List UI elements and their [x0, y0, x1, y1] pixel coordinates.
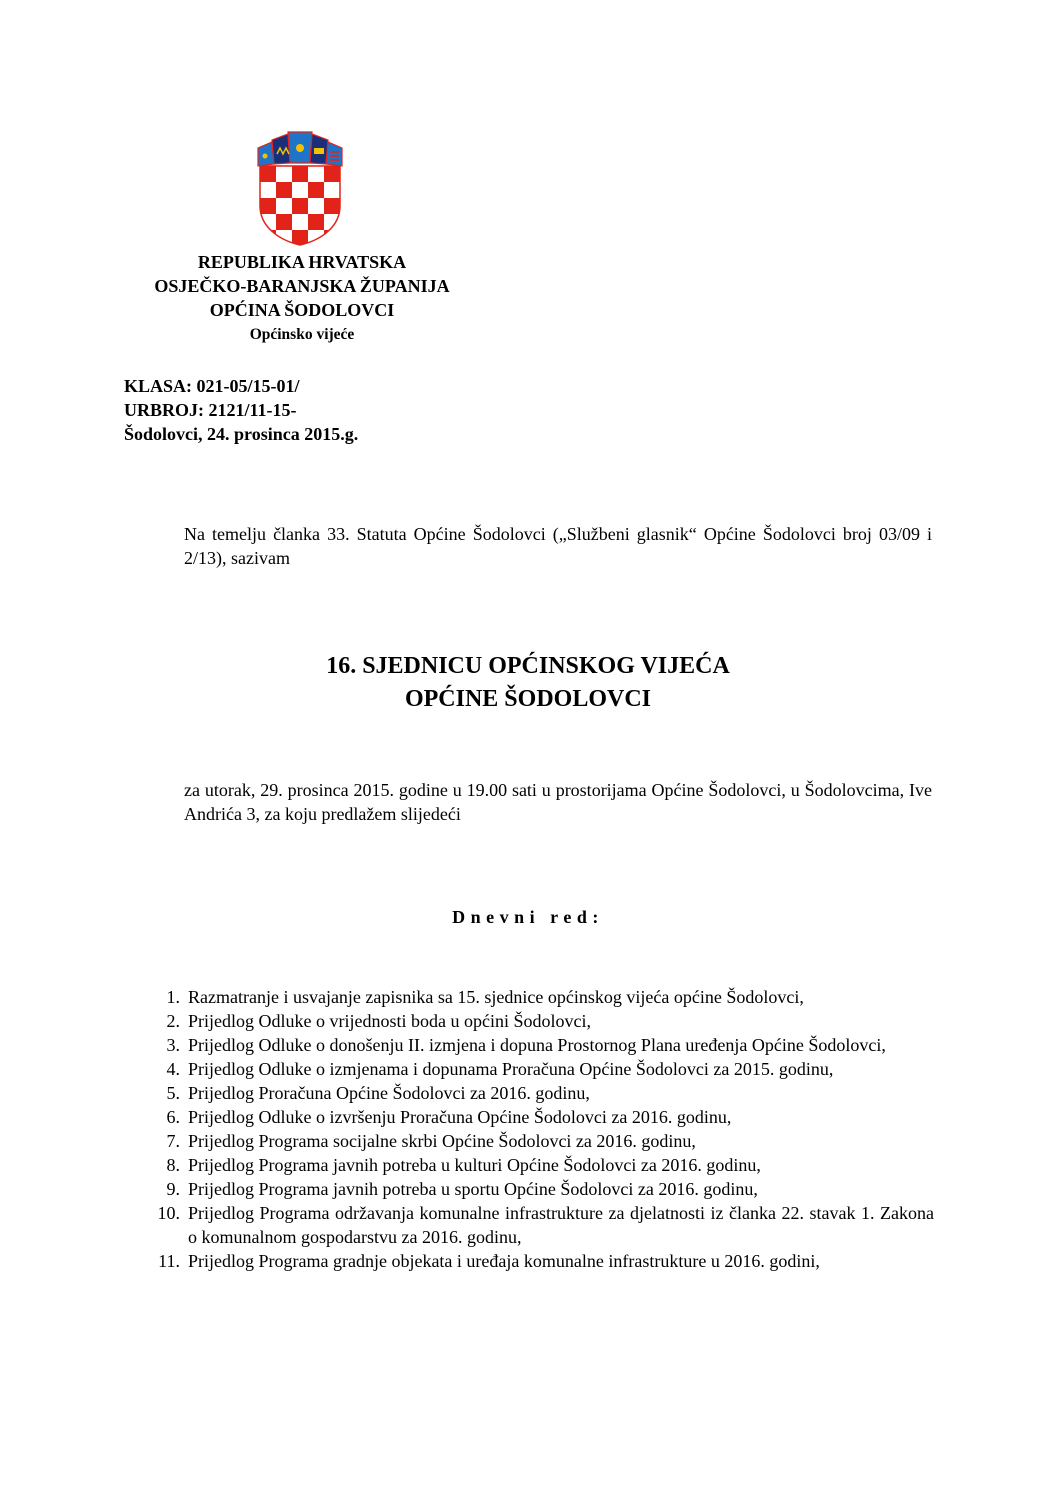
- agenda-item-text: Prijedlog Proračuna Općine Šodolovci za 2016. godinu,: [188, 1083, 590, 1103]
- agenda-item-text: Prijedlog Odluke o izmjenama i dopunama Proračuna Općine Šodolovci za 2015. godinu,: [188, 1059, 834, 1079]
- document-title-line1: 16. SJEDNICU OPĆINSKOG VIJEĆA: [326, 653, 730, 679]
- agenda-item-number: 4.: [166, 1059, 180, 1079]
- agenda-item: [148, 1105, 934, 1129]
- agenda-item: [148, 1249, 934, 1273]
- document-title-line2: OPĆINE ŠODOLOVCI: [404, 686, 652, 712]
- intro-text: Na temelju članka 33. Statuta Općine Šodolovci („Službeni glasnik“ Općine Šodolovci broj 03/09 i 2/13), sazivam: [184, 524, 932, 568]
- header-county: OSJEČKO-BARANJSKA ŽUPANIJA: [154, 276, 450, 296]
- agenda-item-number: 8.: [166, 1155, 180, 1175]
- agenda-item-number: 10.: [157, 1203, 180, 1223]
- agenda-item-text: Prijedlog Programa gradnje objekata i uređaja komunalne infrastrukture u 2016. godini,: [188, 1251, 820, 1271]
- agenda-item-text: Prijedlog Odluke o vrijednosti boda u općini Šodolovci,: [188, 1011, 591, 1031]
- agenda-item-number: 7.: [166, 1131, 180, 1151]
- agenda-list: [148, 985, 934, 1273]
- agenda-item: [148, 1057, 934, 1081]
- header-municipality: OPĆINA ŠODOLOVCI: [209, 300, 395, 320]
- agenda-item: [148, 985, 934, 1009]
- agenda-item-number: 1.: [166, 987, 180, 1007]
- agenda-item: [148, 1129, 934, 1153]
- agenda-item-number: 2.: [166, 1011, 180, 1031]
- agenda-item-number: 5.: [166, 1083, 180, 1103]
- agenda-item-text: Prijedlog Odluke o izvršenju Proračuna Općine Šodolovci za 2016. godinu,: [188, 1107, 732, 1127]
- agenda-heading: Dnevni red:: [452, 907, 604, 927]
- agenda-item-text: Prijedlog Programa javnih potreba u sportu Općine Šodolovci za 2016. godinu,: [188, 1179, 758, 1199]
- agenda-item: [148, 1153, 934, 1177]
- agenda-item-text: Prijedlog Programa javnih potreba u kulturi Općine Šodolovci za 2016. godinu,: [188, 1155, 761, 1175]
- agenda-item-number: 11.: [158, 1251, 180, 1271]
- intro-paragraph: [124, 522, 932, 570]
- header-country: REPUBLIKA HRVATSKA: [197, 252, 407, 272]
- klasa-line: KLASA: 021-05/15-01/: [124, 376, 300, 396]
- agenda-item-text: Razmatranje i usvajanje zapisnika sa 15. sjednice općinskog vijeća općine Šodolovci,: [188, 987, 804, 1007]
- agenda-item-number: 9.: [166, 1179, 180, 1199]
- agenda-item-number: 6.: [166, 1107, 180, 1127]
- agenda-item: [148, 1009, 934, 1033]
- coat-of-arms-icon: [252, 130, 348, 246]
- agenda-item: [148, 1201, 934, 1249]
- agenda-item: [148, 1033, 934, 1057]
- checkered-shield: [260, 166, 340, 246]
- urbroj-line: URBROJ: 2121/11-15-: [124, 400, 297, 420]
- meeting-paragraph: [124, 778, 932, 826]
- place-date-line: Šodolovci, 24. prosinca 2015.g.: [124, 424, 359, 444]
- meeting-text: za utorak, 29. prosinca 2015. godine u 19.00 sati u prostorijama Općine Šodolovci, u Šodolovcima, Ive Andrića 3, za koju predlažem slijedeći: [184, 780, 932, 824]
- agenda-item-text: Prijedlog Odluke o donošenju II. izmjena i dopuna Prostornog Plana uređenja Općine Šodolovci,: [188, 1035, 886, 1055]
- agenda-item-text: Prijedlog Programa održavanja komunalne infrastrukture za djelatnosti iz članka 22. stavak 1. Zakona o komunalnom gospodarstvu za 2016. godinu,: [188, 1203, 934, 1247]
- header-council: Općinsko vijeće: [249, 326, 355, 343]
- agenda-item: [148, 1177, 934, 1201]
- agenda-item-number: 3.: [166, 1035, 180, 1055]
- agenda-item-text: Prijedlog Programa socijalne skrbi Općine Šodolovci za 2016. godinu,: [188, 1131, 696, 1151]
- crown: [258, 132, 342, 166]
- agenda-item: [148, 1081, 934, 1105]
